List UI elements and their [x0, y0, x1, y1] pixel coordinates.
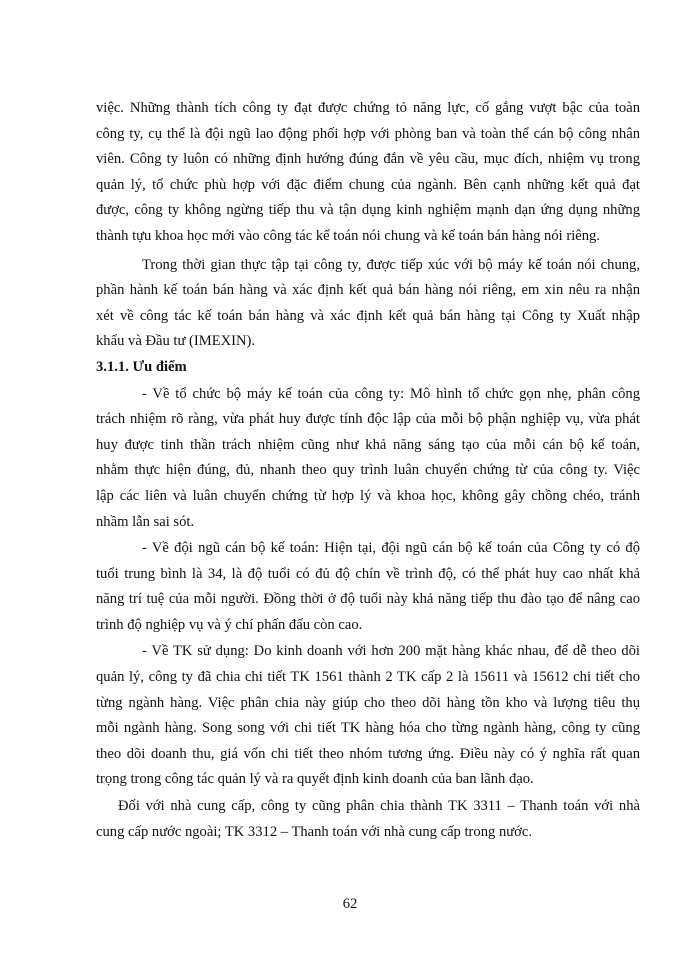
text-line: huy được tinh thần trách nhiệm cũng như khả năng sáng tạo của mỗi cán bộ kế toán,: [96, 436, 640, 453]
text-line: viên. Công ty luôn có những định hướng đúng đắn về yêu cầu, mục đích, nhiệm vụ trong: [96, 151, 640, 168]
text-line: nhằm thực hiện đúng, đủ, nhanh theo quy trình luân chuyển chứng từ của công ty. Việc: [96, 462, 640, 479]
text-line: trình độ nghiệp vụ và ý chí phấn đấu còn cao.: [96, 616, 363, 633]
section-heading: [96, 355, 640, 381]
page-number: 62: [342, 896, 358, 912]
text-line: năng trí tuệ của mỗi người. Đồng thời ở độ tuổi này khả năng tiếp thu đào tạo để nâng cao: [96, 591, 640, 608]
text-line: - Về đội ngũ cán bộ kế toán: Hiện tại, đội ngũ cán bộ kế toán của Công ty có độ: [142, 540, 640, 557]
text-line: - Về tổ chức bộ máy kế toán của công ty: Mô hình tổ chức gọn nhẹ, phân công: [142, 385, 640, 402]
paragraph-5: [96, 639, 640, 793]
text-line: theo dõi doanh thu, giá vốn chi tiết theo nhóm tương ứng. Điều này có ý nghĩa rất quan: [96, 745, 640, 762]
paragraph-2: [96, 253, 640, 355]
text-line: quản lý, công ty đã chia chi tiết TK 1561 thành 2 TK cấp 2 là 15611 và 15612 chi tiết cho: [96, 669, 640, 686]
text-line: mỗi ngành hàng. Song song với chi tiết TK hàng hóa cho từng ngành hàng, công ty cũng: [96, 720, 640, 737]
text-line: phần hành kế toán bán hàng và xác định kết quả bán hàng nói riêng, em xin nêu ra nhận: [96, 282, 640, 299]
text-line: từng ngành hàng. Việc phân chia này giúp cho theo dõi hàng tồn kho và lượng tiêu thụ: [96, 694, 640, 711]
text-line: thành tựu khoa học mới vào công tác kế toán nói chung và kế toán bán hàng nói riêng.: [96, 227, 600, 244]
text-line: nhầm lẫn sai sót.: [96, 513, 195, 530]
text-line: tuổi trung bình là 34, là độ tuổi có đủ độ chín về trình độ, có thể phát huy cao nhất khả: [96, 565, 640, 582]
paragraph-1: [96, 96, 640, 250]
text-line: trách nhiệm rõ ràng, vừa phát huy được tính độc lập của mỗi bộ phận nghiệp vụ, vừa phát: [96, 411, 640, 428]
text-line: - Về TK sử dụng: Do kinh doanh với hơn 200 mặt hàng khác nhau, để dễ theo dõi: [142, 643, 640, 660]
paragraph-4: [96, 536, 640, 638]
document-page: [96, 96, 640, 845]
text-line: lập các liên và luân chuyển chứng từ hợp lý và khoa học, không gây chồng chéo, tránh: [96, 487, 640, 504]
text-line: trọng trong công tác quản lý và ra quyết định kinh doanh của ban lãnh đạo.: [96, 771, 534, 788]
paragraph-6: [96, 794, 640, 845]
text-line: quản lý, tổ chức phù hợp với đặc điểm chung của ngành. Bên cạnh những kết quả đạt: [96, 176, 640, 193]
text-line: việc. Những thành tích công ty đạt được chứng tỏ năng lực, cố gắng vượt bậc của toàn: [96, 100, 640, 116]
text-line: Đối với nhà cung cấp, công ty cũng phân chia thành TK 3311 – Thanh toán với nhà: [118, 798, 640, 815]
text-line: cung cấp nước ngoài; TK 3312 – Thanh toán với nhà cung cấp trong nước.: [96, 823, 533, 840]
text-line: xét về công tác kế toán bán hàng và xác định kết quả bán hàng tại Công ty Xuất nhập: [96, 307, 640, 324]
text-line: khẩu và Đầu tư (IMEXIN).: [96, 333, 256, 350]
text-line: công ty, cụ thể là đội ngũ lao động phối hợp với phòng ban và toàn thể cán bộ công nhân: [96, 125, 640, 142]
text-line: Trong thời gian thực tập tại công ty, được tiếp xúc với bộ máy kế toán nói chung,: [142, 256, 640, 273]
text-line: được, công ty không ngừng tiếp thu và tận dụng kinh nghiệm mạnh dạn ứng dụng những: [96, 202, 640, 219]
heading-text: 3.1.1. Ưu điểm: [96, 358, 187, 375]
paragraph-3: [96, 382, 640, 536]
